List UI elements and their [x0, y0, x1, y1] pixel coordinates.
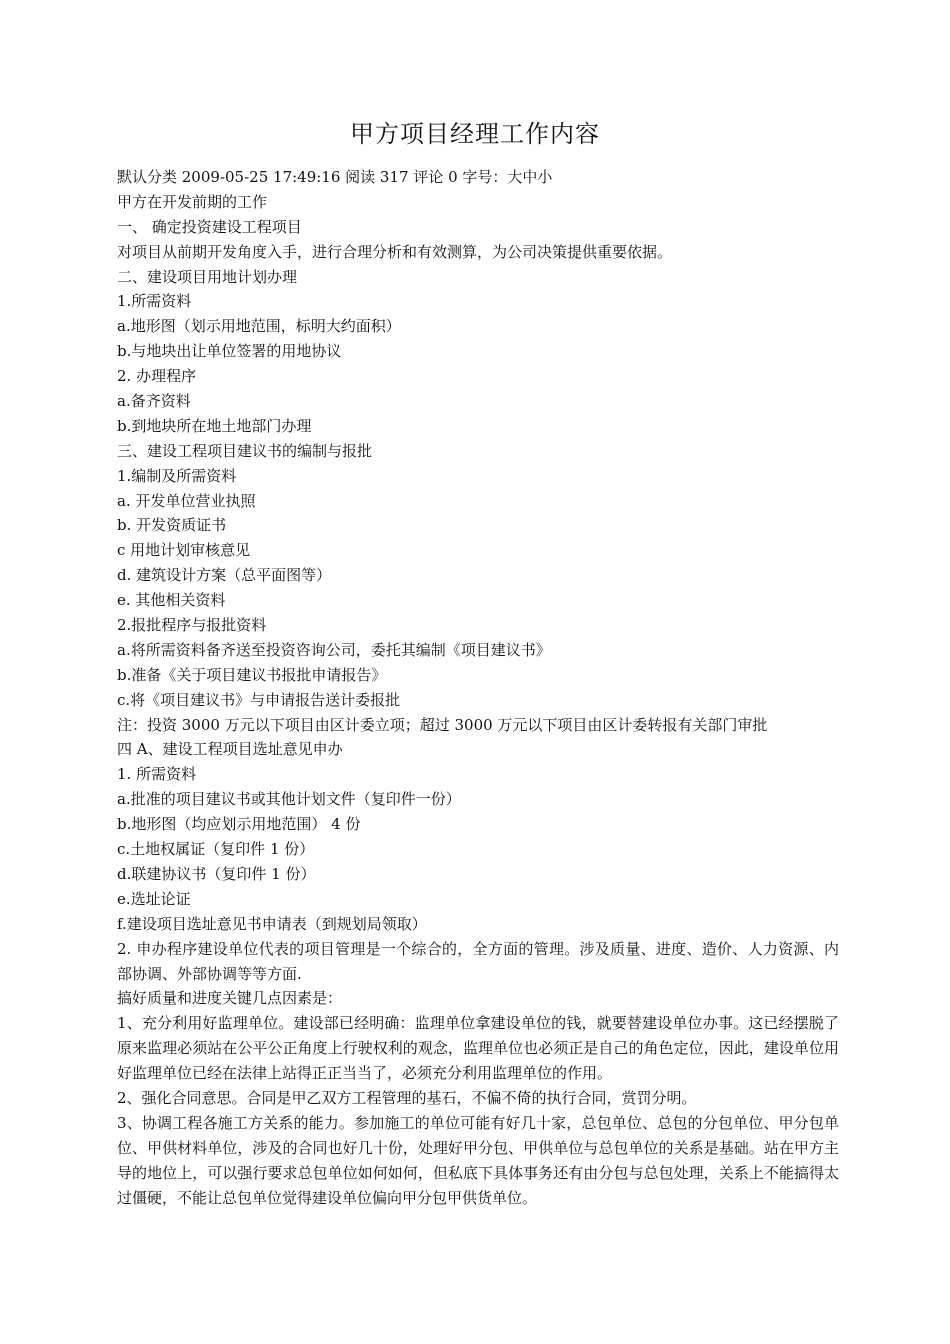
text-line: a.备齐资料: [117, 392, 191, 411]
text-line: b. 开发资质证书: [117, 516, 227, 535]
text-line: 对项目从前期开发角度入手，进行合理分析和有效测算，为公司决策提供重要依据。: [117, 242, 673, 261]
text-line: 注：投资 3000 万元以下项目由区计委立项；超过 3000 万元以下项目由区计委转报有关部门审批: [117, 715, 768, 734]
document-title: 甲方项目经理工作内容: [350, 120, 600, 148]
text-line: 1. 所需资料: [117, 765, 197, 784]
text-line: a.地形图（划示用地范围，标明大约面积）: [117, 317, 401, 336]
paragraph: 搞好质量和进度关键几点因素是：: [117, 989, 343, 1008]
text-line: d. 建筑设计方案（总平面图等）: [117, 566, 332, 585]
text-line: 二、建设项目用地计划办理: [117, 267, 298, 286]
paragraph: 1、充分利用好监理单位。建设部已经明确：监理单位拿建设单位的钱，就要替建设单位办事。这已经摆脱了原来监理必须站在公平公正角度上行驶权利的观念，监理单位也必须正是自己的角色定位，因此，建设单位用好监理单位已经在法律上站得正正当当了，必须充分利用监理单位的作用。: [117, 1014, 839, 1083]
text-line: d.联建协议书（复印件 1 份）: [117, 864, 316, 883]
text-line: c.将《项目建议书》与申请报告送计委报批: [117, 690, 401, 709]
text-line: 1.所需资料: [117, 292, 192, 311]
text-line: 1.编制及所需资料: [117, 466, 237, 485]
text-line: f.建设项目选址意见书申请表（到规划局领取）: [117, 914, 427, 933]
text-line: a.将所需资料备齐送至投资咨询公司，委托其编制《项目建议书》: [117, 640, 551, 659]
text-line: e.选址论证: [117, 889, 191, 908]
text-line: 2. 办理程序: [117, 367, 197, 386]
paragraph: 3、协调工程各施工方关系的能力。参加施工的单位可能有好几十家，总包单位、总包的分包单位、甲分包单位、甲供材料单位，涉及的合同也好几十份，处理好甲分包、甲供单位与总包单位的关系是基础。站在甲方主导的地位上，可以强行要求总包单位如何如何，但私底下具体事务还有由分包与总包处理，关系上不能搞得太过僵硬，不能让总包单位觉得建设单位偏向甲分包甲供货单位。: [117, 1113, 839, 1207]
text-line: c 用地计划审核意见: [117, 541, 251, 560]
paragraph: 2. 申办程序建设单位代表的项目管理是一个综合的，全方面的管理。涉及质量、进度、造价、人力资源、内部协调、外部协调等等方面.: [117, 939, 839, 983]
text-line: 2.报批程序与报批资料: [117, 616, 267, 635]
text-line: a.批准的项目建议书或其他计划文件（复印件一份）: [117, 790, 461, 809]
text-line: a. 开发单位营业执照: [117, 491, 256, 510]
text-line: 四 A、建设工程项目选址意见申办: [117, 740, 343, 759]
text-line: b.与地块出让单位签署的用地协议: [117, 342, 342, 361]
paragraph: 2、强化合同意思。合同是甲乙双方工程管理的基石，不偏不倚的执行合同，赏罚分明。: [117, 1089, 697, 1108]
text-line: 三、建设工程项目建议书的编制与报批: [117, 441, 373, 460]
text-line: e. 其他相关资料: [117, 591, 226, 610]
text-line: 一、 确定投资建设工程项目: [117, 217, 302, 236]
text-line: b.准备《关于项目建议书报批申请报告》: [117, 665, 387, 684]
text-line: c.土地权属证（复印件 1 份）: [117, 840, 315, 859]
text-line: b.到地块所在地土地部门办理: [117, 416, 312, 435]
document-body: [117, 165, 839, 1211]
text-line: 甲方在开发前期的工作: [117, 192, 268, 211]
meta-line: 默认分类 2009-05-25 17:49:16 阅读 317 评论 0 字号：大中小: [117, 168, 553, 186]
text-line: b.地形图（均应划示用地范围） 4 份: [117, 815, 361, 834]
